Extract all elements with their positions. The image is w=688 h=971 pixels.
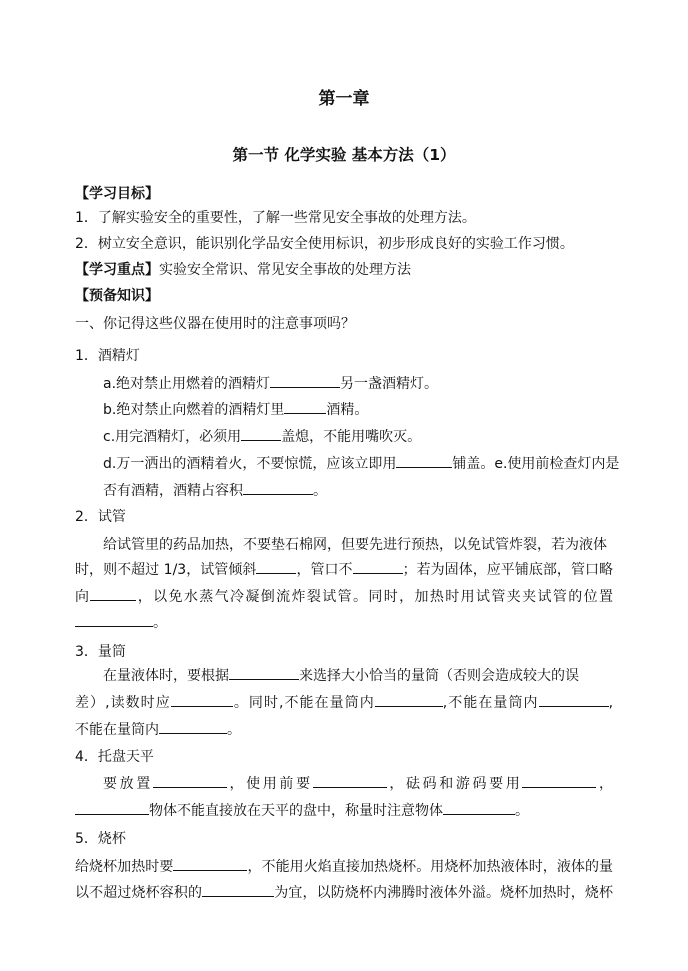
text-segment: 以不超过烧杯容积的 [75,885,203,901]
text-segment: 。同时,不能在量筒内 [232,695,375,711]
text-segment: ，管口不 [296,562,353,578]
text-segment: 要放置 [103,776,153,792]
lamp-item-c [103,428,421,446]
tube-line-3 [75,588,613,606]
text-segment: ,不能在量筒内 [442,695,539,711]
lamp-item-b [103,401,368,419]
answer-blank[interactable] [90,588,136,601]
text-segment: 在量液体时，要根据 [103,668,229,684]
lamp-item-d [103,455,619,473]
answer-blank[interactable] [539,694,609,707]
tube-line-2 [75,561,613,579]
prep-question: 一、你记得这些仪器在使用时的注意事项吗？ [75,316,355,332]
answer-blank[interactable] [75,614,153,627]
answer-blank[interactable] [243,482,313,495]
lamp-title: 1．酒精灯 [75,348,140,364]
answer-blank[interactable] [173,858,247,871]
text-segment: 给烧杯加热时要 [75,859,174,875]
prep-header: 【预备知识】 [75,288,159,304]
key-points-text: 实验安全常识、常见安全事故的处理方法 [159,262,411,278]
answer-blank[interactable] [284,401,326,414]
beaker-line-2 [75,884,613,902]
answer-blank[interactable] [153,775,227,788]
text-segment: 向 [75,589,91,605]
beaker-line-1 [75,858,613,876]
tube-line-4 [75,614,167,632]
cylinder-line-2 [75,694,613,712]
objective-item-1: 1．了解实验安全的重要性，了解一些常见安全事故的处理方法。 [75,210,476,226]
text-segment: , [608,695,614,711]
key-points-header: 【学习重点】 [75,262,159,278]
answer-blank[interactable] [375,694,443,707]
answer-blank[interactable] [396,455,452,468]
answer-blank[interactable] [171,694,233,707]
answer-blank[interactable] [443,802,515,815]
answer-blank[interactable] [353,561,403,574]
text-segment: c.用完酒精灯，必须用 [103,429,242,445]
answer-blank[interactable] [270,375,340,388]
text-segment: 否有酒精，酒精占容积 [103,483,243,499]
text-segment: ，使用前要 [226,776,313,792]
text-segment: 盖熄，不能用嘴吹灭。 [281,429,422,445]
balance-line-2 [75,802,529,820]
text-segment: ，不能用火焰直接加热烧杯。用烧杯加热液体时，液体的量 [247,859,614,875]
lamp-item-e [103,482,327,500]
text-segment: d.万一洒出的酒精着火，不要惊慌，应该立即用 [103,456,397,472]
cylinder-line-1 [103,667,579,685]
answer-blank[interactable] [313,775,387,788]
text-segment: 铺盖。e.使用前检查灯内是 [452,456,620,472]
text-segment: 。 [227,722,241,738]
text-segment: 为宜，以防烧杯内沸腾时液体外溢。烧杯加热时，烧杯 [274,885,614,901]
beaker-title: 5．烧杯 [75,831,126,847]
text-segment: b.绝对禁止向燃着的酒精灯里 [103,402,285,418]
answer-blank[interactable] [202,884,274,897]
tube-line-1: 给试管里的药品加热，不要垫石棉网，但要先进行预热，以免试管炸裂，若为液体 [103,537,607,553]
answer-blank[interactable] [256,561,296,574]
text-segment: 另一盏酒精灯。 [340,376,439,392]
objective-item-2: 2．树立安全意识，能识别化学品安全使用标识，初步形成良好的实验工作习惯。 [75,236,574,252]
text-segment: ，砝码和游码要用 [386,776,523,792]
answer-blank[interactable] [159,721,227,734]
cylinder-title: 3．量筒 [75,644,126,660]
text-segment: 不能在量筒内 [75,722,159,738]
text-segment: ， [596,776,614,792]
text-segment: 物体不能直接放在天平的盘中，称量时注意物体 [149,803,443,819]
answer-blank[interactable] [229,667,299,680]
text-segment: 。 [515,803,529,819]
answer-blank[interactable] [75,802,149,815]
chapter-title: 第一章 [318,89,370,109]
text-segment: 。 [313,483,327,499]
answer-blank[interactable] [241,428,281,441]
key-points-line [75,261,411,279]
text-segment: 。 [153,615,167,631]
text-segment: 时，则不超过 1/3，试管倾斜 [75,562,257,578]
section-title: 第一节 化学实验 基本方法（1） [232,146,456,164]
lamp-item-a [103,375,438,393]
text-segment: a.绝对禁止用燃着的酒精灯 [103,376,271,392]
balance-line-1 [103,775,613,793]
text-segment: ；若为固体，应平铺底部，管口略 [402,562,614,578]
text-segment: 差）,读数时应 [75,695,171,711]
text-segment: 来选择大小恰当的量筒（否则会造成较大的误 [299,668,579,684]
text-segment: 酒精。 [326,402,369,418]
answer-blank[interactable] [522,775,596,788]
text-segment: ，以免水蒸气冷凝倒流炸裂试管。同时，加热时用试管夹夹试管的位置 [136,589,613,605]
objectives-header: 【学习目标】 [75,186,159,202]
tube-title: 2．试管 [75,509,126,525]
balance-title: 4．托盘天平 [75,749,154,765]
cylinder-line-3 [75,721,241,739]
